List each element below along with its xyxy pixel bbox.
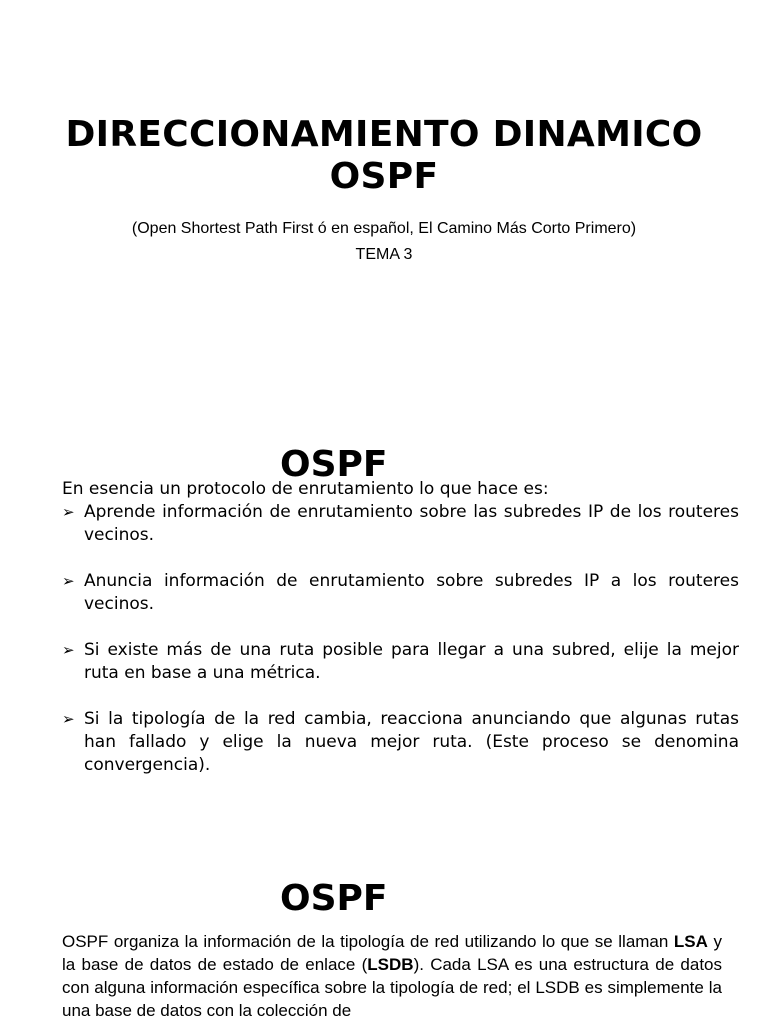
list-item [62,639,739,685]
subtitle: (Open Shortest Path First ó en español, El Camino Más Corto Primero) [131,220,637,237]
arrow-bullet-icon: ➢ [62,503,75,521]
list-item [62,708,739,777]
ospf-lsa-slide [0,790,768,1024]
list-item [62,570,739,616]
bullet-text: Si la tipología de la red cambia, reacciona anunciando que algunas rutas han fallado y elige la nueva mejor ruta. (Este proceso se denomina convergencia). [84,709,739,775]
bullet-text: Anuncia información de enrutamiento sobre subredes IP a los routeres vecinos. [84,571,739,614]
arrow-bullet-icon: ➢ [62,641,75,659]
bullet-text: Aprende información de enrutamiento sobre las subredes IP de los routeres vecinos. [84,502,739,545]
para-text: y la base de datos de estado de enlace ( [62,932,722,974]
subtitle-block [0,216,768,268]
title-slide [0,0,768,390]
para-text: OSPF organiza la información de la tipología de red utilizando lo que se llaman [62,932,674,951]
presentation-title [0,114,768,198]
arrow-bullet-icon: ➢ [62,572,75,590]
list-item [62,501,739,547]
lsa-term: LSA [673,932,708,951]
title-line-2: OSPF [329,156,439,197]
topic-label: TEMA 3 [355,246,413,263]
slide-heading: OSPF [280,444,388,485]
slide-heading: OSPF [280,878,388,919]
bullet-text: Si existe más de una ruta posible para llegar a una subred, elije la mejor ruta en base a una métrica. [84,640,739,683]
arrow-bullet-icon: ➢ [62,710,75,728]
lsdb-term: LSDB [367,955,414,974]
bullet-list [62,501,739,800]
title-line-1: DIRECCIONAMIENTO DINAMICO [65,114,703,155]
intro-text: En esencia un protocolo de enrutamiento lo que hace es: [62,479,549,499]
ospf-functions-slide [0,390,768,790]
body-paragraph [62,930,722,1022]
para-text: ). Cada LSA es una estructura de datos con alguna información específica sobre la tipología de red; el LSDB es simplemente la una base de datos con la colección de [62,955,722,1020]
